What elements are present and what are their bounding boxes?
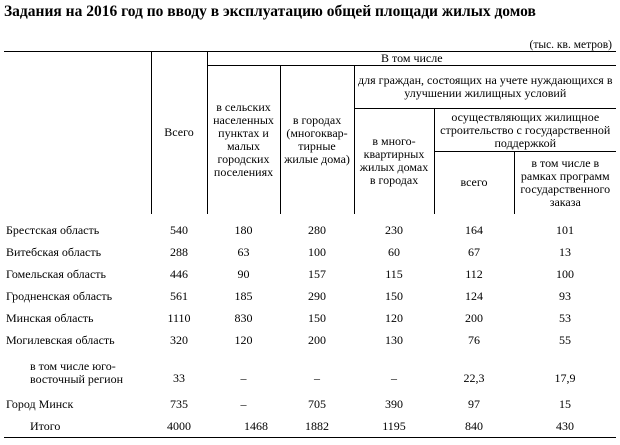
cell-state-all: 840 [434, 416, 514, 438]
cell-state-all: 124 [465, 289, 483, 303]
region-name: Витебская область [6, 245, 102, 259]
header-state-support: осуществляющих жилищное строительство с государственной поддержкой [434, 109, 616, 152]
header-apartment: в много-квартирных жилых домах в городах [354, 109, 434, 214]
region-name: Город Минск [6, 397, 74, 411]
table-row [4, 286, 616, 308]
cell-state-all: 112 [465, 267, 483, 281]
cell-state-all: 67 [468, 245, 480, 259]
region-name: Могилевская область [6, 333, 115, 347]
cell-total: 540 [170, 223, 188, 237]
region-name: Минская область [6, 311, 94, 325]
region-name: Брестская область [6, 223, 100, 237]
cell-cities: 705 [308, 397, 326, 411]
table-row [4, 242, 616, 264]
region-name: Гомельская область [6, 267, 107, 281]
cell-apartment: – [391, 371, 397, 385]
cell-rural: 185 [234, 289, 253, 303]
cell-rural: 120 [234, 333, 253, 347]
cell-rural: – [240, 397, 247, 411]
cell-programs: 17,9 [554, 371, 576, 385]
subregion-name: в том числе юго-восточный регион [30, 358, 124, 386]
cell-programs: 93 [559, 289, 572, 303]
cell-cities: 290 [308, 289, 326, 303]
cell-total: 446 [170, 267, 188, 281]
page-title: Задания на 2016 год по вводу в эксплуатацию общей площади жилых домов [4, 3, 536, 20]
cell-cities: 280 [308, 223, 326, 237]
cell-programs: 13 [559, 245, 572, 259]
cell-total: 1110 [167, 311, 191, 325]
cell-cities: 1882 [280, 416, 354, 438]
cell-apartment: 130 [385, 333, 403, 347]
cell-cities: 200 [308, 333, 326, 347]
header-cities: в городах (многоквар-тирные жилые дома) [280, 66, 354, 214]
housing-table [4, 51, 616, 438]
cell-programs: 101 [556, 223, 575, 237]
table-row [4, 330, 616, 352]
header-citizens: для граждан, состоящих на учете нуждающихся в улучшении жилищных условий [354, 66, 616, 109]
cell-apartment: 390 [385, 397, 403, 411]
cell-rural: – [240, 371, 247, 385]
table-row [4, 308, 616, 330]
cell-state-all: 97 [468, 397, 480, 411]
cell-rural: 830 [234, 311, 253, 325]
cell-programs: 55 [559, 333, 572, 347]
cell-state-all: 76 [468, 333, 480, 347]
cell-rural: 90 [237, 267, 250, 281]
cell-total: 33 [173, 371, 185, 385]
table-row-total [4, 416, 616, 438]
cell-apartment: 60 [388, 245, 400, 259]
cell-programs: 15 [559, 397, 572, 411]
header-all: всего [434, 152, 514, 214]
cell-programs: 100 [556, 267, 575, 281]
cell-programs: 430 [514, 416, 616, 438]
cell-cities: 157 [308, 267, 326, 281]
header-total: Всего [151, 52, 207, 214]
cell-rural: 1468 [207, 416, 280, 438]
cell-cities: 100 [308, 245, 326, 259]
cell-total: 288 [170, 245, 188, 259]
table-row [4, 214, 616, 242]
unit-note: (тыс. кв. метров) [529, 39, 612, 51]
cell-total: 320 [170, 333, 188, 347]
cell-state-all: 164 [465, 223, 483, 237]
header-programs: в том числе в рамках программ государственного заказа [514, 152, 616, 214]
cell-rural: 63 [237, 245, 250, 259]
cell-apartment: 1195 [354, 416, 434, 438]
cell-total: 561 [170, 289, 188, 303]
cell-cities: – [314, 371, 320, 385]
header-region [4, 52, 151, 214]
cell-apartment: 230 [385, 223, 403, 237]
table-row [4, 352, 616, 394]
table-row [4, 394, 616, 416]
cell-state-all: 200 [465, 311, 483, 325]
cell-rural: 180 [234, 223, 253, 237]
cell-apartment: 115 [385, 267, 403, 281]
cell-programs: 53 [559, 311, 572, 325]
cell-cities: 150 [308, 311, 326, 325]
header-rural: в сельских населенных пунктах и малых городских поселениях [207, 66, 280, 214]
cell-total: 735 [170, 397, 188, 411]
total-label: Итого [4, 416, 151, 438]
cell-apartment: 120 [385, 311, 403, 325]
cell-total: 4000 [151, 416, 207, 438]
table-row [4, 264, 616, 286]
cell-state-all: 22,3 [463, 371, 485, 385]
cell-apartment: 150 [385, 289, 403, 303]
region-name: Гродненская область [6, 289, 113, 303]
header-including: В том числе [207, 52, 616, 66]
